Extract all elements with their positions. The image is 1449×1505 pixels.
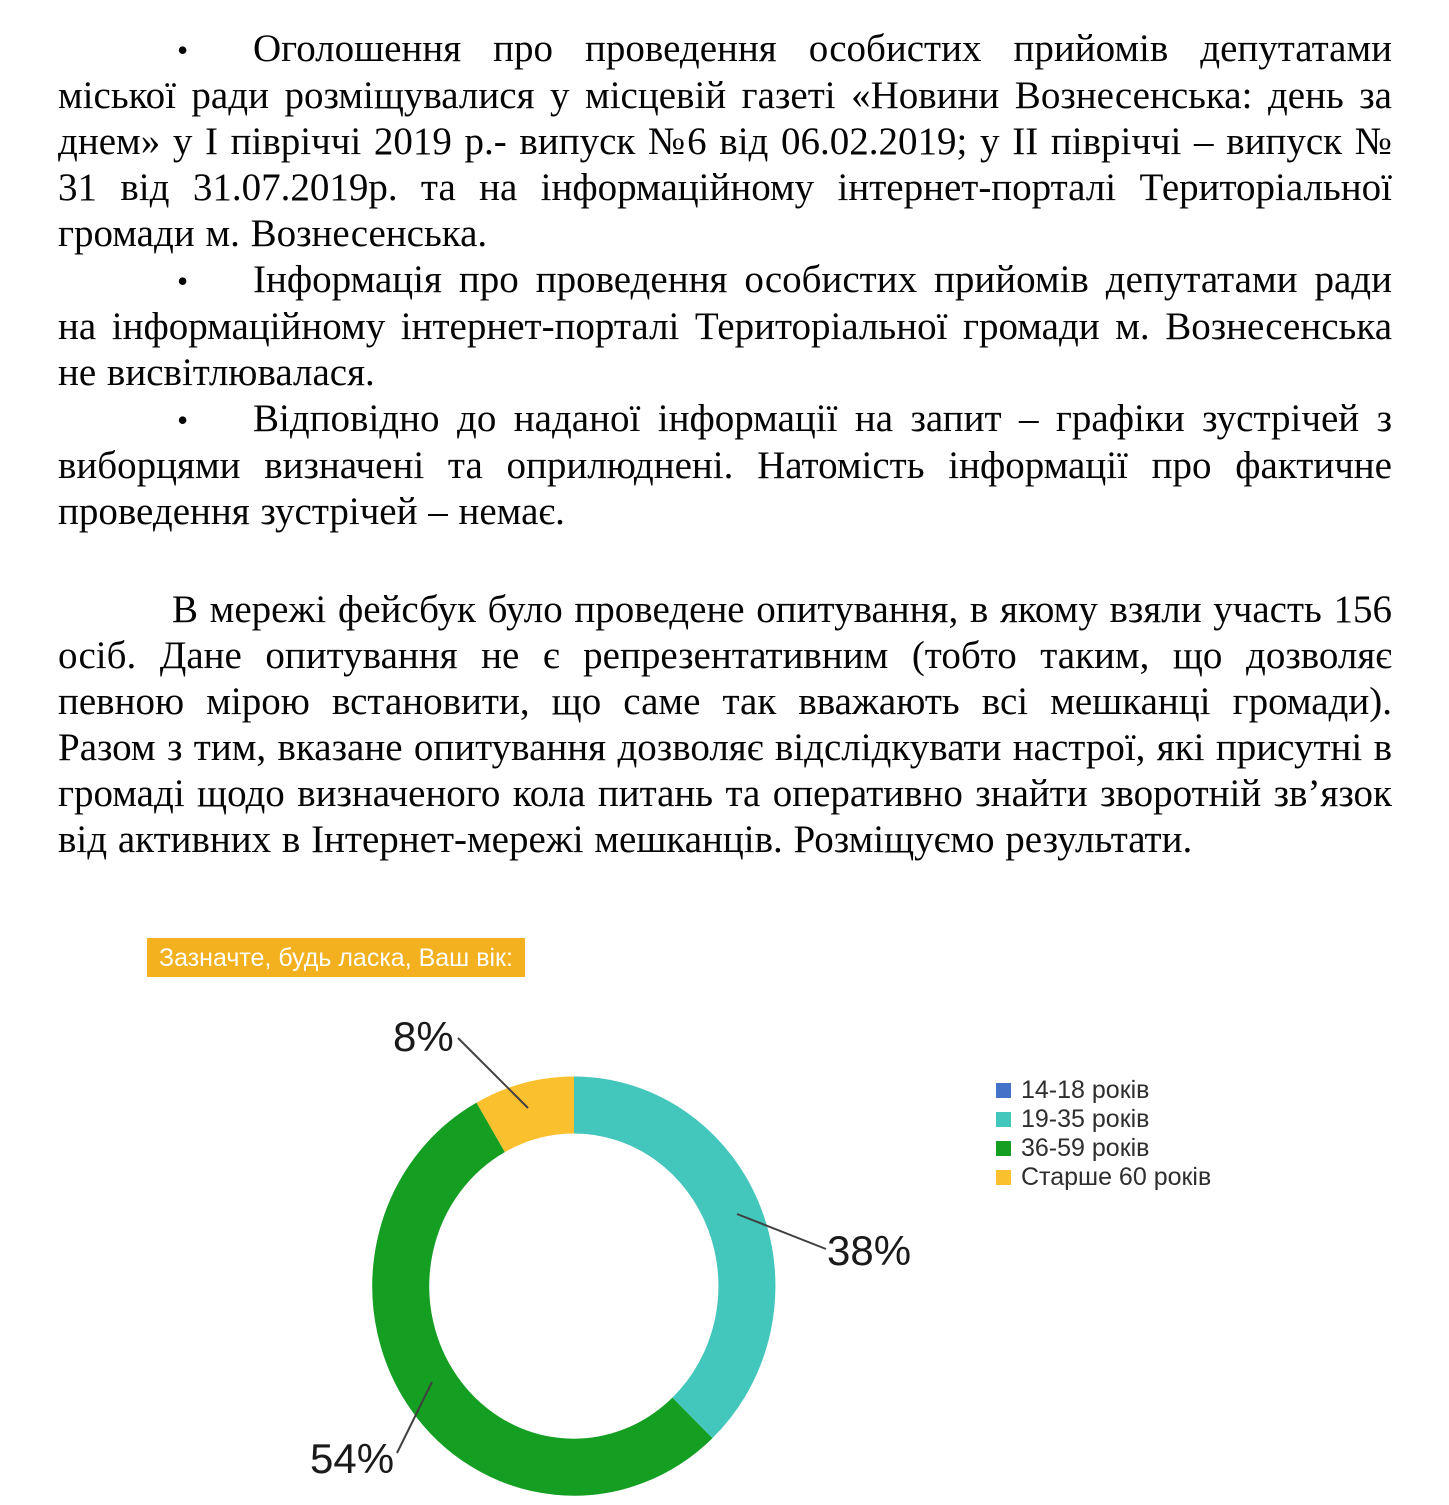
- donut-chart: [280, 1010, 960, 1505]
- legend-item-19-35: [996, 1107, 1211, 1132]
- leader-line-8pct: [458, 1038, 528, 1108]
- bullet-icon: •: [177, 32, 189, 68]
- leader-line-38pct: [737, 1214, 826, 1249]
- survey-paragraph: В мережі фейсбук було проведене опитування, в якому взяли участь 156 осіб. Дане опитування не є репрезентативним (тобто таким, що дозволяє певною мірою встановити, що саме так вважають всі мешканці громади). Разом з тим, вказане опитування дозволяє відслідкувати настрої, які присутні в громаді щодо визначеного кола питань та оперативно знайти зворотній зв’язок від активних в Інтернет-мережі мешканців. Розміщуємо результати.: [58, 588, 1392, 861]
- bullet-icon: •: [177, 263, 189, 299]
- legend-swatch-36-59: [996, 1141, 1011, 1156]
- legend-swatch-14-18: [996, 1083, 1011, 1098]
- legend-label: 19-35 років: [1021, 1105, 1150, 1133]
- legend-item-36-59: [996, 1136, 1211, 1161]
- legend-swatch-19-35: [996, 1112, 1011, 1127]
- slice-label-36-59: 54%: [310, 1435, 395, 1482]
- legend-item-14-18: [996, 1078, 1211, 1103]
- paragraph-text: Оголошення про проведення особистих прийомів депутатами міської ради розміщувалися у місцевій газеті «Новини Вознесенська: день за днем» у І півріччі 2019 р.- випуск №6 від 06.02.2019; у ІІ півріччі – випуск № 31 від 31.07.2019р. та на інформаційному інтернет-порталі Територіальної громади м. Вознесенська.: [58, 27, 1392, 255]
- leader-line-54pct: [397, 1382, 432, 1453]
- bullet-paragraph-schedules: [58, 396, 1392, 535]
- slice-label-19-35: 38%: [827, 1227, 912, 1274]
- legend-label: 14-18 років: [1021, 1076, 1150, 1104]
- paragraph-text: Відповідно до наданої інформації на запит – графіки зустрічей з виборцями визначені та оприлюднені. Натомість інформації про фактичне проведення зустрічей – немає.: [58, 397, 1392, 533]
- legend-swatch-60plus: [996, 1170, 1011, 1185]
- slice-label-60plus: 8%: [393, 1013, 454, 1060]
- slice-60plus: [491, 1105, 574, 1127]
- chart-legend: [996, 1078, 1211, 1194]
- chart-title: Зазначте, будь ласка, Ваш вік:: [147, 938, 525, 977]
- bullet-icon: •: [177, 402, 189, 438]
- legend-item-60plus: [996, 1165, 1211, 1190]
- paragraph-text: Інформація про проведення особистих прийомів депутатами ради на інформаційному інтернет-порталі Територіальної громади м. Вознесенська не висвітлювалася.: [58, 258, 1392, 394]
- slice-19-35: [574, 1105, 747, 1418]
- bullet-paragraph-portal-info: [58, 257, 1392, 396]
- bullet-paragraph-announcements: [58, 26, 1392, 257]
- legend-label: 36-59 років: [1021, 1134, 1150, 1162]
- slice-36-59: [401, 1127, 693, 1467]
- legend-label: Старше 60 років: [1021, 1163, 1212, 1191]
